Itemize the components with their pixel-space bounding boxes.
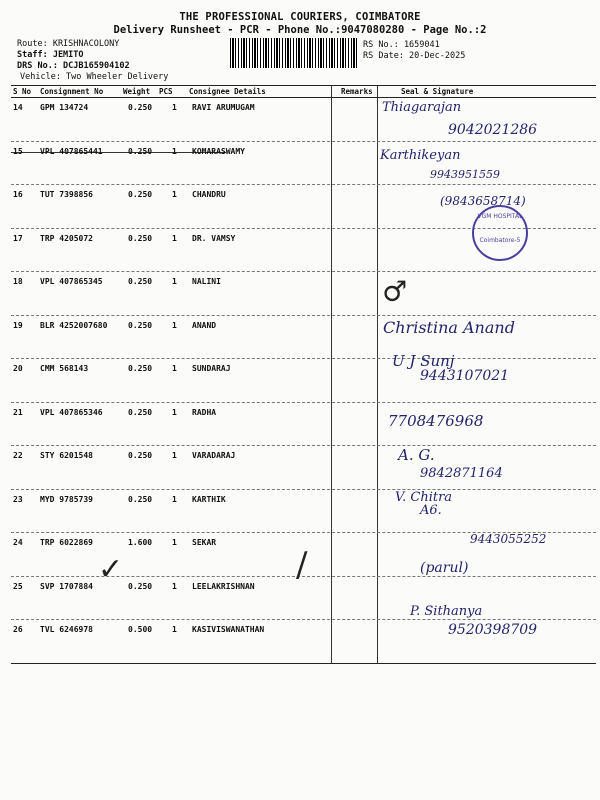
cell-weight: 1.600	[128, 538, 153, 547]
cell-pcs: 1	[172, 277, 177, 286]
cell-sno: 26	[13, 625, 23, 634]
signature-26-name: P. Sithanya	[410, 604, 483, 619]
cell-weight: 0.250	[128, 407, 153, 417]
cell-sno: 21	[13, 407, 23, 417]
signature-26-phone: 9520398709	[448, 622, 538, 638]
staff-label: Staff: JEMITO	[17, 50, 84, 60]
company-title: THE PROFESSIONAL COURIERS, COIMBATORE	[179, 11, 421, 23]
signature-22-name: A. G.	[398, 446, 435, 464]
table-row	[11, 142, 596, 186]
cell-consignment: BLR 4252007680	[40, 320, 108, 330]
header-pcs: PCS	[159, 87, 173, 96]
cell-weight: 0.250	[128, 320, 153, 330]
cell-consignee: DR. VAMSY	[192, 233, 236, 243]
cell-pcs: 1	[172, 320, 177, 330]
signature-23-note: A6.	[420, 503, 442, 518]
tick-mark: ✓	[98, 552, 124, 587]
signature-18-scribble: ♂	[382, 275, 408, 308]
cell-sno: 15	[13, 146, 23, 156]
table-row	[11, 446, 596, 490]
signature-21: 7708476968	[388, 412, 484, 430]
cell-weight: 0.250	[128, 146, 153, 156]
signature-15-phone: 9943951559	[430, 168, 500, 181]
signature-20-name: U J Sunj	[392, 352, 455, 370]
cell-consignee: LEELAKRISHNAN	[192, 581, 255, 591]
cell-consignee: SUNDARAJ	[192, 364, 231, 373]
cell-consignee: KARTHIK	[192, 494, 226, 504]
cell-weight: 0.250	[128, 277, 153, 286]
header-seal: Seal & Signature	[401, 87, 474, 96]
cell-sno: 25	[13, 581, 23, 591]
cell-pcs: 1	[172, 625, 177, 634]
rs-date-label: RS Date: 20-Dec-2025	[363, 51, 466, 61]
table-row	[11, 403, 596, 447]
signature-15-name: Karthikeyan	[380, 148, 461, 163]
signature-14-phone: 9042021286	[448, 122, 538, 138]
cell-sno: 16	[13, 190, 23, 199]
cell-pcs: 1	[172, 494, 177, 504]
cell-sno: 20	[13, 364, 23, 373]
signature-23-name: V. Chitra	[395, 490, 453, 505]
cell-weight: 0.500	[128, 625, 153, 634]
cell-pcs: 1	[172, 451, 177, 460]
header-remarks: Remarks	[341, 87, 373, 96]
cell-consignee: CHANDRU	[192, 190, 226, 199]
table-row	[11, 490, 596, 534]
cell-consignee: VARADARAJ	[192, 451, 236, 460]
table-header	[11, 86, 596, 98]
cell-consignment: VPL 407865345	[40, 277, 103, 286]
header-consignment: Consignment No	[40, 87, 104, 96]
cell-pcs: 1	[172, 364, 177, 373]
header-weight: Weight	[123, 87, 151, 96]
cell-consignee: RAVI ARUMUGAM	[192, 103, 255, 112]
signature-22-phone: 9842871164	[420, 466, 503, 481]
cell-weight: 0.250	[128, 103, 153, 112]
signature-24: 9443055252	[470, 532, 547, 546]
hospital-stamp: VGM HOSPITAL Coimbatore-5	[472, 205, 528, 261]
cell-consignment: CMM 568143	[40, 364, 89, 373]
cell-sno: 22	[13, 451, 23, 460]
route-label: Route: KRISHNACOLONY	[17, 39, 120, 49]
cell-consignee: ANAND	[192, 320, 217, 330]
signature-16: (9843658714)	[440, 194, 526, 208]
cell-pcs: 1	[172, 146, 177, 156]
cell-consignee: KASIVISWANATHAN	[192, 625, 265, 634]
header-consignee: Consignee Details	[189, 87, 266, 96]
cell-consignment: SVP 1707884	[40, 581, 93, 591]
cell-consignment: TUT 7398856	[40, 190, 93, 199]
rs-no-label: RS No.: 1659041	[363, 40, 440, 50]
cell-consignment: VPL 407865441	[40, 146, 103, 156]
cell-consignment: TVL 6246978	[40, 625, 93, 634]
cell-sno: 17	[13, 233, 23, 243]
cell-sno: 23	[13, 494, 23, 504]
cell-consignee: SEKAR	[192, 538, 217, 547]
cell-consignee: RADHA	[192, 407, 217, 417]
signature-19: Christina Anand	[383, 318, 515, 337]
cell-consignee: NALINI	[192, 277, 221, 286]
cell-consignee: KOMARASWAMY	[192, 146, 245, 156]
cell-sno: 19	[13, 320, 23, 330]
cell-weight: 0.250	[128, 364, 153, 373]
slash-mark: /	[296, 545, 308, 585]
cell-weight: 0.250	[128, 233, 153, 243]
cell-pcs: 1	[172, 103, 177, 112]
cell-weight: 0.250	[128, 494, 153, 504]
barcode	[230, 38, 358, 68]
runsheet-title: Delivery Runsheet - PCR - Phone No.:9047080280 - Page No.:2	[113, 24, 487, 36]
cell-pcs: 1	[172, 538, 177, 547]
cell-pcs: 1	[172, 407, 177, 417]
cell-pcs: 1	[172, 581, 177, 591]
signature-14-name: Thiagarajan	[382, 100, 462, 115]
cell-sno: 18	[13, 277, 23, 286]
signature-20-phone: 9443107021	[420, 368, 510, 384]
cell-sno: 24	[13, 538, 23, 547]
cell-pcs: 1	[172, 190, 177, 199]
cell-sno: 14	[13, 103, 23, 112]
cell-weight: 0.250	[128, 451, 153, 460]
vehicle-label: Vehicle: Two Wheeler Delivery	[20, 72, 169, 82]
cell-consignment: TRP 4205072	[40, 233, 93, 243]
cell-consignment: STY 6201548	[40, 451, 93, 460]
cell-weight: 0.250	[128, 581, 153, 591]
cell-consignment: VPL 407865346	[40, 407, 103, 417]
cell-consignment: GPM 134724	[40, 103, 89, 112]
cell-weight: 0.250	[128, 190, 153, 199]
cell-consignment: TRP 6022869	[40, 538, 93, 547]
drs-label: DRS No.: DCJB165904102	[17, 61, 130, 71]
cell-consignment: MYD 9785739	[40, 494, 93, 504]
signature-25: (parul)	[420, 560, 469, 576]
cell-pcs: 1	[172, 233, 177, 243]
header-sno: S No	[13, 87, 32, 96]
table-row	[11, 272, 596, 316]
